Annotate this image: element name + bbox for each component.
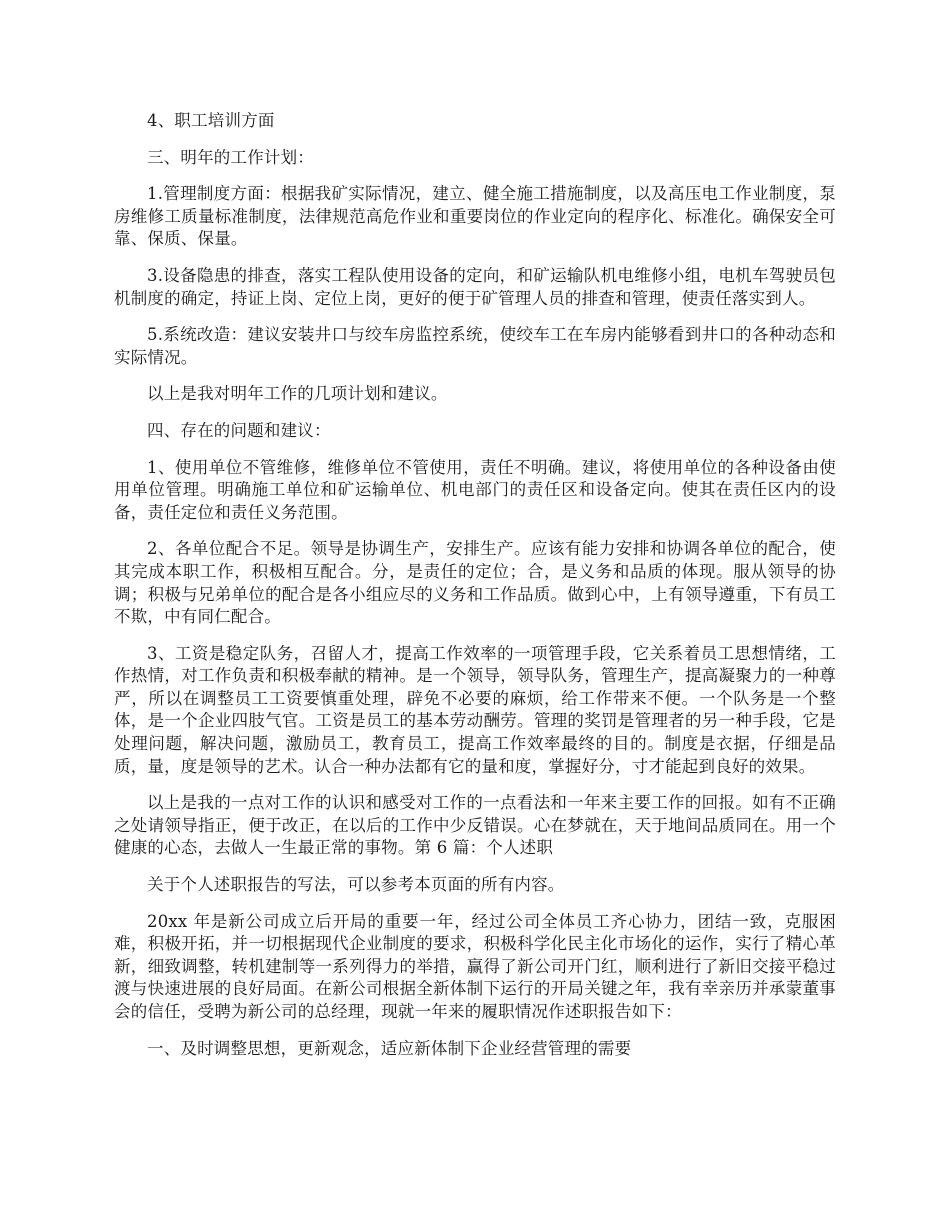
paragraph-report-intro: 关于个人述职报告的写法，可以参考本页面的所有内容。 xyxy=(147,875,565,895)
paragraph-problem-2: 2、各单位配合不足。领导是协调生产，安排生产。应该有能力安排和协调各单位的配合，使其完成本职工作，积极相互配合。分，是责任的定位；合，是义务和品质的体现。服从领导的协调；积极与兄弟单位的配合是各小组应尽的义务和工作品质。做到心中，上有领导遵重，下有员工不欺，中有同仁配合。 xyxy=(114,539,836,627)
heading-problems-suggestions: 四、存在的问题和建议： xyxy=(147,420,331,440)
heading-next-year-plan: 三、明年的工作计划： xyxy=(147,147,314,167)
paragraph-closing: 以上是我的一点对工作的认识和感受对工作的一点看法和一年来主要工作的回报。如有不正确之处请领导指正，便于改正，在以后的工作中少反错误。心在梦就在，天于地间品质同在。用一个健康的心态，去做人一生最正常的事物。第 6 篇：个人述职 xyxy=(114,793,836,858)
heading-adjust-thinking: 一、及时调整思想，更新观念，适应新体制下企业经营管理的需要 xyxy=(147,1038,632,1058)
paragraph-year-overview: 20xx 年是新公司成立后开局的重要一年，经过公司全体员工齐心协力，团结一致，克服困难，积极开拓，并一切根据现代企业制度的要求，积极科学化民主化市场化的运作，实行了精心革新，细致调整，转机建制等一系列得力的举措，赢得了新公司开门红，顺利进行了新旧交接平稳过渡与快速进展的良好局面。在新公司根据全新体制下运行的开局关键之年，我有幸亲历并承蒙董事会的信任，受聘为新公司的总经理，现就一年来的履职情况作述职报告如下： xyxy=(114,911,836,1021)
paragraph-problem-3: 3、工资是稳定队务，召留人才，提高工作效率的一项管理手段，它关系着员工思想情绪，工作热情，对工作负责和积极奉献的精神。是一个领导，领导队务，管理生产，提高凝聚力的一种尊严，所以在调整员工工资要慎重处理，辟免不必要的麻烦，给工作带来不便。一个队务是一个整体，是一个企业四肢气官。工资是员工的基本劳动酬劳。管理的奖罚是管理者的另一种手段，它是处理问题，解决问题，激励员工，教育员工，提高工作效率最终的目的。制度是衣据，仔细是品质，量，度是领导的艺术。认合一种办法都有它的量和度，掌握好分，寸才能起到良好的效果。 xyxy=(114,643,836,776)
paragraph-problem-1: 1、使用单位不管维修，维修单位不管使用，责任不明确。建议，将使用单位的各种设备由使用单位管理。明确施工单位和矿运输单位、机电部门的责任区和设备定向。使其在责任区内的设备，责任定位和责任义务范围。 xyxy=(114,457,836,522)
paragraph-plan-summary: 以上是我对明年工作的几项计划和建议。 xyxy=(147,384,448,404)
paragraph-system-upgrade: 5.系统改造：建议安装井口与绞车房监控系统，使绞车工在车房内能够看到井口的各种动态和实际情况。 xyxy=(114,325,836,367)
paragraph-management-system: 1.管理制度方面：根据我矿实际情况，建立、健全施工措施制度，以及高压电工作业制度，泵房维修工质量标准制度，法律规范高危作业和重要岗位的作业定向的程序化、标准化。确保安全可靠、保质、保量。 xyxy=(114,184,836,249)
paragraph-equipment-hazards: 3.设备隐患的排查，落实工程队使用设备的定向，和矿运输队机电维修小组，电机车驾驶员包机制度的确定，持证上岗、定位上岗，更好的便于矿管理人员的排查和管理，使责任落实到人。 xyxy=(114,265,836,308)
heading-training: 4、职工培训方面 xyxy=(147,111,275,130)
document-page xyxy=(114,110,836,1074)
